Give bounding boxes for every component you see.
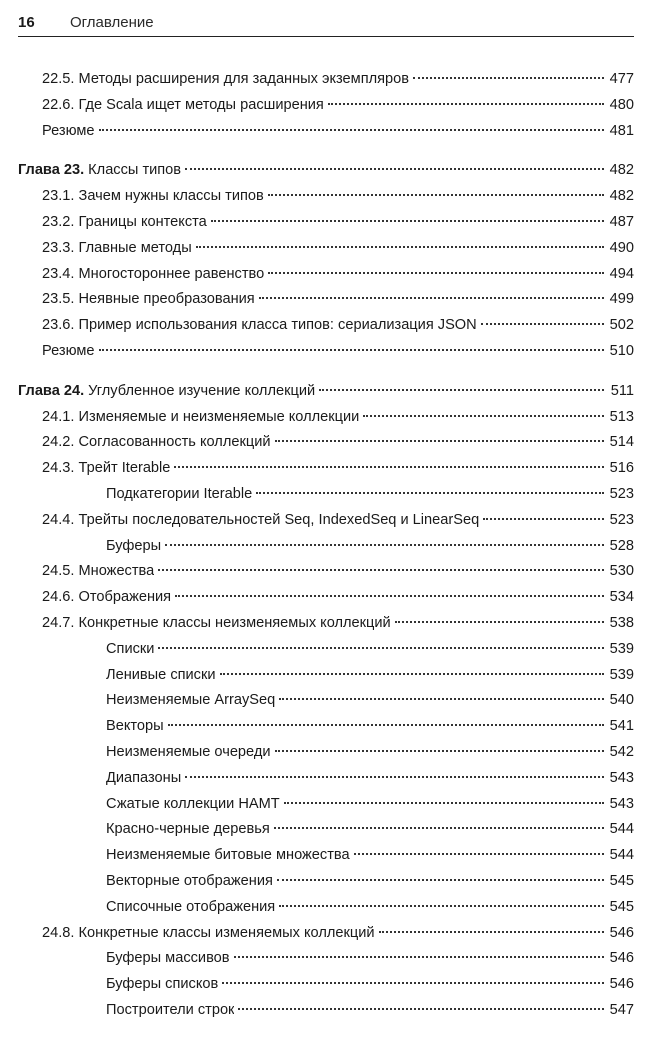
entry-page-number: 502 [609,317,634,334]
toc-section-entry[interactable] [18,317,634,343]
entry-page-number: 539 [609,666,634,683]
toc-section-entry[interactable] [18,97,634,123]
entry-page-number: 545 [609,898,634,915]
dot-leader [220,673,604,675]
dot-leader [483,518,604,520]
dot-leader [279,698,604,700]
entry-title: 24.2. Согласованность коллекций [42,434,271,451]
entry-page-number: 482 [609,162,634,179]
entry-page-number: 542 [609,743,634,760]
entry-page-number: 547 [609,1001,634,1018]
toc-section-entry[interactable] [18,589,634,615]
entry-title: 23.2. Границы контекста [42,213,207,230]
entry-title: Списочные отображения [106,898,276,915]
toc-subsection-entry[interactable] [18,847,634,873]
dot-leader [185,168,604,170]
entry-title: 24.3. Трейт Iterable [42,460,171,477]
toc-section-entry[interactable] [18,71,634,97]
entry-page-number: 534 [609,589,634,606]
toc-section-entry[interactable] [18,240,634,266]
table-of-contents [18,71,634,1042]
toc-section-entry[interactable] [18,615,634,641]
running-header-title: Оглавление [70,13,154,31]
page-header [18,8,634,37]
entry-page-number: 543 [609,769,634,786]
entry-title: Красно-черные деревья [106,821,270,838]
entry-page-number: 543 [609,795,634,812]
entry-page-number: 490 [609,239,634,256]
toc-subsection-entry[interactable] [18,692,634,718]
entry-page-number: 523 [609,511,634,528]
toc-section [18,162,634,368]
entry-title: 23.5. Неявные преобразования [42,291,255,308]
dot-leader [168,724,604,726]
entry-page-number: 481 [609,122,634,139]
entry-title: 24.8. Конкретные классы изменяемых коллекций [42,924,375,941]
entry-title: 24.7. Конкретные классы неизменяемых коллекций [42,614,391,631]
entry-title: 24.4. Трейты последовательностей Seq, IndexedSeq и LinearSeq [42,511,480,528]
entry-page-number: 487 [609,213,634,230]
dot-leader [222,982,604,984]
dot-leader [259,297,604,299]
toc-subsection-entry[interactable] [18,718,634,744]
entry-title: Построители строк [106,1001,235,1018]
dot-leader [413,77,604,79]
entry-page-number: 541 [609,718,634,735]
dot-leader [99,129,604,131]
entry-page-number: 546 [609,924,634,941]
entry-title: Классы типов [88,162,182,179]
dot-leader [234,956,604,958]
entry-title: 23.6. Пример использования класса типов: сериализация JSON [42,317,477,334]
toc-subsection-entry[interactable] [18,641,634,667]
toc-section [18,383,634,1028]
toc-subsection-entry[interactable] [18,1002,634,1028]
toc-subsection-entry[interactable] [18,950,634,976]
toc-section-entry[interactable] [18,925,634,951]
toc-subsection-entry[interactable] [18,796,634,822]
toc-section-entry[interactable] [18,291,634,317]
dot-leader [363,415,604,417]
dot-leader [99,349,604,351]
toc-section-entry[interactable] [18,460,634,486]
toc-section-entry[interactable] [18,434,634,460]
dot-leader [379,931,604,933]
entry-page-number: 510 [609,342,634,359]
entry-title: Диапазоны [106,769,182,786]
toc-section-entry[interactable] [18,512,634,538]
entry-page-number: 477 [609,71,634,87]
entry-title: Списки [106,640,155,657]
entry-title: 23.1. Зачем нужны классы типов [42,188,264,205]
dot-leader [274,827,604,829]
entry-title: 24.5. Множества [42,563,155,580]
toc-section [18,71,634,148]
page-number: 16 [18,13,35,31]
entry-title: 24.1. Изменяемые и неизменяемые коллекции [42,408,360,425]
dot-leader [238,1008,604,1010]
entry-page-number: 538 [609,614,634,631]
toc-subsection-entry[interactable] [18,821,634,847]
dot-leader [319,389,604,391]
toc-subsection-entry[interactable] [18,770,634,796]
entry-page-number: 480 [609,96,634,113]
entry-page-number: 544 [609,847,634,864]
entry-page-number: 511 [610,382,634,399]
entry-title: Буферы массивов [106,950,230,967]
entry-title: Векторы [106,718,164,735]
entry-page-number: 523 [609,485,634,502]
dot-leader [174,466,604,468]
entry-title: Резюме [42,122,95,139]
dot-leader [175,595,604,597]
entry-page-number: 494 [609,265,634,282]
dot-leader [277,879,604,881]
entry-page-number: 546 [609,950,634,967]
toc-section-entry[interactable] [18,343,634,369]
dot-leader [328,103,604,105]
entry-page-number: 540 [609,692,634,709]
toc-section-entry[interactable] [18,563,634,589]
dot-leader [158,569,604,571]
toc-chapter-entry[interactable] [18,383,634,409]
dot-leader [275,440,605,442]
entry-page-number: 482 [609,188,634,205]
dot-leader [185,776,604,778]
toc-subsection-entry[interactable] [18,744,634,770]
dot-leader [158,647,604,649]
entry-title: Углубленное изучение коллекций [88,382,316,399]
chapter-label: Глава 23. [18,162,85,179]
dot-leader [284,802,604,804]
entry-title: Неизменяемые ArraySeq [106,692,276,709]
entry-title: Подкатегории Iterable [106,485,253,502]
entry-title: Неизменяемые битовые множества [106,847,350,864]
entry-title: 24.6. Отображения [42,589,172,606]
entry-page-number: 545 [609,872,634,889]
dot-leader [268,194,604,196]
entry-title: Ленивые списки [106,666,216,683]
toc-subsection-entry[interactable] [18,486,634,512]
entry-title: Буферы [106,537,162,554]
toc-subsection-entry[interactable] [18,873,634,899]
toc-subsection-entry[interactable] [18,899,634,925]
toc-chapter-entry[interactable] [18,162,634,188]
entry-title: Резюме [42,342,95,359]
entry-page-number: 544 [609,821,634,838]
toc-section-entry[interactable] [18,409,634,435]
dot-leader [165,544,604,546]
toc-subsection-entry[interactable] [18,538,634,564]
toc-section-entry[interactable] [18,123,634,149]
dot-leader [395,621,604,623]
entry-page-number: 499 [609,291,634,308]
entry-page-number: 528 [609,537,634,554]
dot-leader [481,323,604,325]
toc-section-entry[interactable] [18,214,634,240]
toc-section-entry[interactable] [18,266,634,292]
toc-subsection-entry[interactable] [18,976,634,1002]
entry-page-number: 530 [609,563,634,580]
dot-leader [268,272,604,274]
dot-leader [256,492,604,494]
dot-leader [279,905,604,907]
entry-title: 22.6. Где Scala ищет методы расширения [42,96,324,113]
toc-subsection-entry[interactable] [18,667,634,693]
entry-title: 22.5. Методы расширения для заданных экземпляров [42,71,409,87]
entry-page-number: 516 [609,460,634,477]
entry-title: Буферы списков [106,976,219,993]
entry-page-number: 514 [609,434,634,451]
dot-leader [275,750,604,752]
entry-page-number: 513 [609,408,634,425]
entry-title: 23.3. Главные методы [42,239,192,256]
entry-title: Сжатые коллекции HAMT [106,795,280,812]
entry-title: Неизменяемые очереди [106,743,271,760]
entry-page-number: 546 [609,976,634,993]
dot-leader [211,220,604,222]
entry-page-number: 539 [609,640,634,657]
dot-leader [354,853,604,855]
toc-section-entry[interactable] [18,188,634,214]
chapter-label: Глава 24. [18,382,85,399]
entry-title: Векторные отображения [106,872,273,889]
dot-leader [196,246,604,248]
entry-title: 23.4. Многостороннее равенство [42,265,265,282]
